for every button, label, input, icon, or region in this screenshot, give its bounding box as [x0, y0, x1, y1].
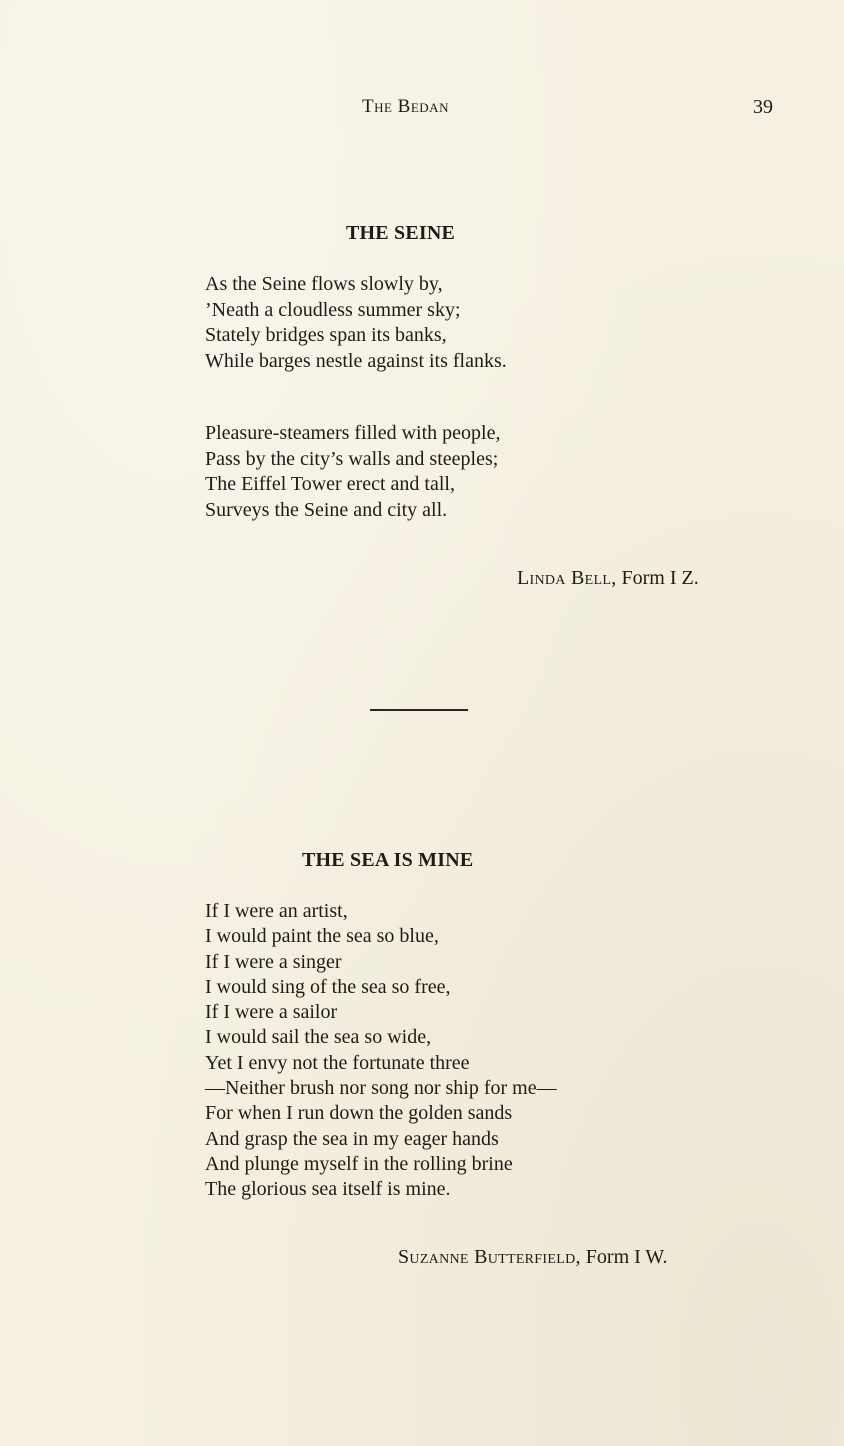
section-divider: [370, 709, 468, 711]
poem-line: While barges nestle against its flanks.: [205, 349, 507, 372]
poem-line: If I were an artist,: [205, 900, 348, 922]
author-name: Suzanne Butterfield,: [398, 1246, 581, 1268]
running-header: [0, 96, 844, 124]
running-title: The Bedan: [362, 96, 449, 117]
poem-line: —Neither brush nor song nor ship for me—: [205, 1077, 557, 1100]
poem-body: [205, 899, 557, 1203]
poem-line: And grasp the sea in my eager hands: [205, 1127, 499, 1150]
poem-line: Stately bridges span its banks,: [205, 324, 447, 346]
author-byline: [517, 567, 699, 590]
poem-line: ’Neath a cloudless summer sky;: [205, 298, 461, 321]
poem-line: I would paint the sea so blue,: [205, 925, 439, 948]
poem-line: Yet I envy not the fortunate three: [205, 1051, 470, 1074]
poem-line: Pleasure-steamers filled with people,: [205, 422, 501, 444]
poem-title-the-seine: THE SEINE: [346, 222, 456, 244]
author-form: Form I Z.: [621, 567, 699, 589]
poem-line: Pass by the city’s walls and steeples;: [205, 447, 499, 470]
poem-title-the-sea-is-mine: THE SEA IS MINE: [302, 849, 474, 871]
author-form: Form I W.: [585, 1246, 668, 1268]
author-name: Linda Bell,: [517, 567, 617, 589]
poem-line: For when I run down the golden sands: [205, 1102, 513, 1125]
poem-line: If I were a sailor: [205, 1001, 338, 1024]
author-byline: [398, 1246, 667, 1269]
poem-line: If I were a singer: [205, 950, 342, 973]
poem-stanza-1: [205, 272, 507, 374]
poem-line: I would sail the sea so wide,: [205, 1026, 432, 1049]
poem-line: Surveys the Seine and city all.: [205, 498, 448, 521]
poem-line: And plunge myself in the rolling brine: [205, 1152, 513, 1175]
poem-line: As the Seine flows slowly by,: [205, 273, 443, 295]
page-number: 39: [753, 96, 773, 118]
poem-line: I would sing of the sea so free,: [205, 975, 451, 998]
poem-line: The Eiffel Tower erect and tall,: [205, 473, 455, 495]
poem-line: The glorious sea itself is mine.: [205, 1178, 451, 1201]
poem-stanza-2: [205, 421, 500, 523]
